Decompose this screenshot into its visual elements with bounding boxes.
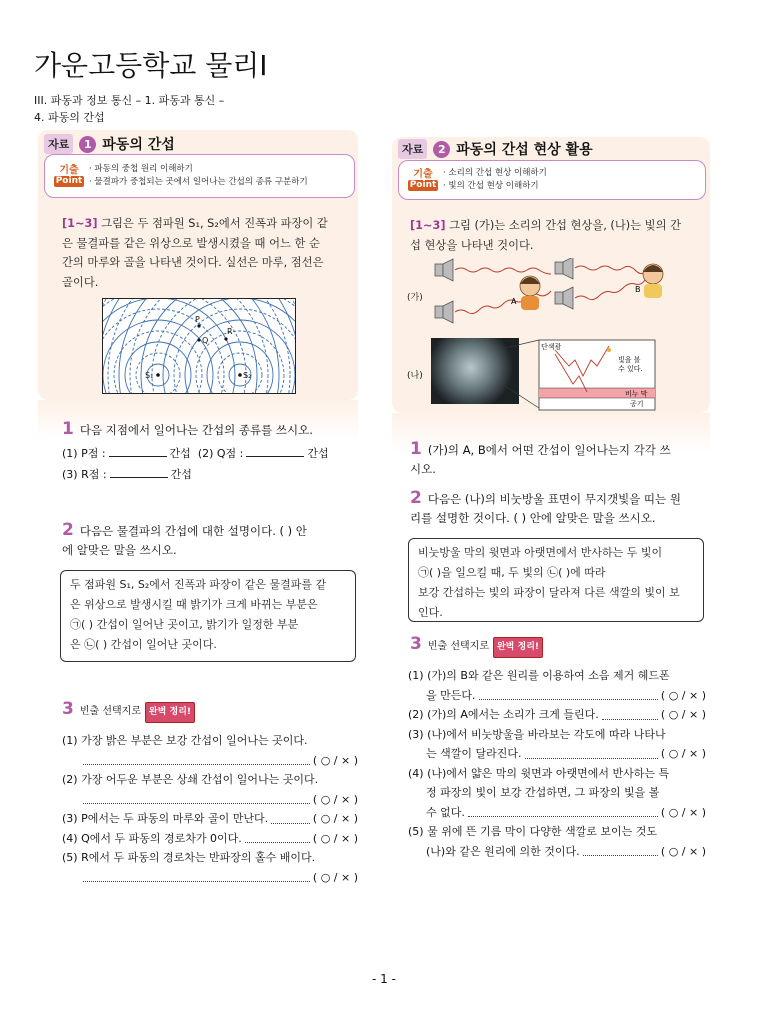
left-point-box	[44, 154, 355, 198]
question-text: 리를 설명한 것이다. ( ) 안에 알맞은 말을 쓰시오.	[410, 511, 656, 525]
question-text: 시오.	[410, 462, 436, 476]
box-line: 은 위상으로 발생시킬 때 밝기가 크게 바뀌는 부분은	[70, 598, 318, 611]
right-intro	[410, 216, 706, 255]
answer-blank-p[interactable]	[109, 447, 167, 457]
intro-line: 그림 (가)는 소리의 간섭 현상을, (나)는 빛의 간	[449, 219, 681, 232]
right-q2-box	[408, 538, 704, 622]
left-intro	[62, 214, 352, 292]
right-point-box	[398, 160, 706, 200]
listener-a-icon	[520, 276, 540, 310]
box-line: ㉠( ) 간섭이 일어난 곳이고, 밝기가 일정한 부분	[70, 618, 299, 631]
point-badge-bottom: Point	[55, 176, 83, 186]
box-line: ㉠( )을 일으킬 때, 두 빛의 ㉡( )에 따라	[418, 566, 606, 579]
point-item: · 빛의 간섭 현상 이해하기	[443, 180, 547, 193]
ox-item-text: (나)와 같은 원리에 의한 것이다.	[426, 844, 580, 858]
section-tag: 자료	[398, 139, 427, 159]
point-badge-top: 기출	[413, 169, 433, 180]
answer-suffix: 간섭	[307, 447, 329, 460]
box-line: 은 ㉡( ) 간섭이 일어난 곳이다.	[70, 638, 217, 651]
box-line: 두 점파원 S₁, S₂에서 진폭과 파장이 같은 물결파를 같	[70, 578, 327, 591]
question-number: 1	[62, 419, 74, 439]
ox-choice[interactable]: ( ○ / × )	[312, 870, 358, 884]
wave-interference-diagram	[102, 298, 296, 394]
question-text: 다음은 물결파의 간섭에 대한 설명이다. ( ) 안	[79, 524, 307, 538]
label-air: 공기	[630, 400, 644, 408]
ox-item-text: (3) P에서는 두 파동의 마루와 골이 만난다.	[62, 812, 269, 825]
point-badge-bottom: Point	[409, 180, 437, 190]
label-mono: 단색광	[541, 343, 562, 351]
box-line: 비눗방울 막의 윗면과 아랫면에서 반사하는 두 빛이	[418, 546, 663, 559]
soap-film-diagram	[405, 336, 705, 414]
ox-choice[interactable]: ( ○ / × )	[312, 792, 358, 806]
answer-label: (1) P점 :	[62, 447, 106, 460]
left-q2-box	[60, 570, 356, 662]
listener-b-icon	[643, 264, 663, 298]
label-a: A	[511, 297, 517, 306]
answer-suffix: 간섭	[169, 447, 191, 460]
intro-question-range: [1~3]	[62, 217, 98, 230]
intro-question-range: [1~3]	[410, 219, 446, 232]
answer-label: (3) R점 :	[62, 468, 107, 481]
section-title: 파동의 간섭	[102, 137, 175, 153]
select-tag: 완벽 정리!	[145, 702, 195, 723]
label-na: (나)	[407, 371, 423, 381]
ox-item-text: 을 만든다.	[426, 688, 476, 702]
intro-line: 은 물결파를 같은 위상으로 발생시켰을 때 어느 한 순	[62, 236, 320, 250]
ox-choice[interactable]: ( ○ / × )	[312, 812, 358, 825]
page-number: - 1 -	[372, 972, 396, 986]
label-s1: S₁	[145, 371, 154, 380]
label-p: P	[195, 315, 200, 324]
ox-choice[interactable]: ( ○ / × )	[660, 844, 706, 858]
right-question-1	[410, 440, 710, 479]
question-number: 3	[62, 699, 74, 719]
ox-item-text: 수 없다.	[426, 805, 465, 819]
sound-interference-figure	[405, 258, 705, 328]
soap-film-figure	[405, 336, 705, 414]
right-question-2	[410, 489, 710, 528]
question-number: 2	[410, 488, 422, 508]
left-question-1	[62, 420, 362, 484]
question-text: 다음 지점에서 일어나는 간섭의 종류를 쓰시오.	[79, 423, 313, 437]
ox-item-text: 는 색깔이 달라진다.	[426, 747, 522, 760]
answer-label: (2) Q점 :	[197, 447, 244, 460]
sound-interference-diagram	[405, 258, 705, 328]
box-line: 인다.	[418, 606, 443, 619]
ox-item-text: (2) 가장 어두운 부분은 상쇄 간섭이 일어나는 곳이다.	[62, 773, 319, 786]
answer-blank-q[interactable]	[246, 447, 304, 457]
ox-choice[interactable]: ( ○ / × )	[660, 747, 706, 760]
section-number: 1	[79, 136, 96, 153]
point-list	[443, 167, 547, 193]
left-question-3	[62, 700, 362, 723]
speaker-icon	[555, 292, 563, 304]
point-item: · 물결파가 중첩되는 곳에서 일어나는 간섭의 종류 구분하기	[89, 176, 308, 189]
right-section-header	[398, 139, 593, 159]
ox-choice[interactable]: ( ○ / × )	[660, 708, 706, 721]
ox-item-text: (5) 물 위에 뜬 기름 막이 다양한 색깔로 보이는 것도	[408, 825, 657, 838]
ox-choice[interactable]: ( ○ / × )	[660, 688, 706, 702]
intro-line: 간의 마루와 골을 나타낸 것이다. 실선은 마루, 점선은	[62, 256, 324, 269]
label-r: R	[227, 327, 233, 336]
question-number: 3	[410, 634, 422, 654]
wave-interference-figure	[102, 298, 296, 394]
ox-item-text: 정 파장의 빛이 보강 간섭하면, 그 파장의 빛을 볼	[426, 786, 660, 799]
label-see2: 수 있다.	[618, 365, 643, 373]
ox-item-text: (1) 가장 밝은 부분은 보강 간섭이 일어나는 곳이다.	[62, 734, 308, 747]
left-ox-list	[62, 731, 358, 887]
ox-item-text: (5) R에서 두 파동의 경로차는 반파장의 홀수 배이다.	[62, 851, 316, 864]
label-s2: S₂	[243, 371, 252, 380]
question-text: 에 알맞은 말을 쓰시오.	[62, 543, 177, 557]
label-film: 비누 막	[625, 390, 648, 398]
point-list	[89, 163, 308, 189]
box-line: 보강 간섭하는 빛의 파장이 달라져 다른 색깔의 빛이 보	[418, 586, 680, 599]
left-question-2	[62, 521, 362, 560]
speaker-icon	[435, 306, 443, 318]
section-number: 2	[433, 141, 450, 158]
breadcrumb: III. 파동과 정보 통신 – 1. 파동과 통신 –	[34, 94, 225, 107]
point-badge	[403, 169, 443, 191]
label-ga: (가)	[407, 293, 423, 303]
section-title: 파동의 간섭 현상 활용	[456, 142, 593, 158]
select-tag: 완벽 정리!	[493, 637, 543, 658]
section-tag: 자료	[44, 134, 73, 154]
question-number: 2	[62, 520, 74, 540]
select-label: 빈출 선택지로	[427, 641, 489, 652]
ox-item-text: (4) Q에서 두 파동의 경로차가 0이다.	[62, 831, 242, 845]
left-section-header	[44, 134, 175, 154]
right-ox-list	[408, 666, 706, 861]
intro-line: 골이다.	[62, 275, 99, 289]
question-number: 1	[410, 439, 422, 459]
question-text: (가)의 A, B에서 어떤 간섭이 일어나는지 각각 쓰	[427, 443, 671, 457]
label-b: B	[635, 285, 641, 294]
ox-item-text: (2) (가)의 A에서는 소리가 크게 들린다.	[408, 708, 599, 721]
answer-suffix: 간섭	[170, 468, 192, 481]
answer-blank-r[interactable]	[110, 468, 168, 478]
point-item: · 소리의 간섭 현상 이해하기	[443, 167, 547, 180]
point-badge	[49, 165, 89, 187]
ox-item-text: (4) (나)에서 얇은 막의 윗면과 아랫면에서 반사하는 특	[408, 766, 670, 780]
breadcrumb-subsection: 4. 파동의 간섭	[34, 111, 105, 124]
question-text: 다음은 (나)의 비눗방울 표면이 무지갯빛을 띠는 원	[427, 492, 681, 506]
speaker-icon	[555, 262, 563, 274]
point-badge-top: 기출	[59, 165, 79, 176]
intro-line: 섭 현상을 나타낸 것이다.	[410, 238, 534, 252]
ox-choice[interactable]: ( ○ / × )	[660, 805, 706, 819]
ox-item-text: (1) (가)의 B와 같은 원리를 이용하여 소음 제거 헤드폰	[408, 669, 670, 682]
ox-item-text: (3) (나)에서 비눗방울을 바라보는 각도에 따라 나타나	[408, 727, 666, 741]
right-question-3	[410, 635, 710, 658]
point-item: · 파동의 중첩 원리 이해하기	[89, 163, 308, 176]
intro-line: 그림은 두 점파원 S₁, S₂에서 진폭과 파장이 같	[101, 217, 328, 230]
speaker-icon	[435, 264, 443, 276]
select-label: 빈출 선택지로	[79, 706, 141, 717]
ox-choice[interactable]: ( ○ / × )	[312, 753, 358, 767]
label-q: Q	[202, 336, 209, 345]
page-title: 가운고등학교 물리I	[34, 49, 268, 82]
ox-choice[interactable]: ( ○ / × )	[312, 831, 358, 845]
label-see1: 빛을 볼	[618, 356, 641, 364]
